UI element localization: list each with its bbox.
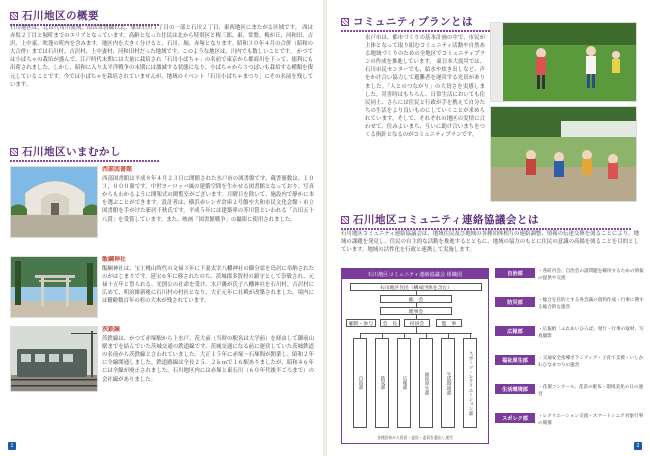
dept-description: ・広報紙「ふれあいひろば」発行・行事の取材、写真撮影: [538, 327, 644, 339]
dept-entry: [495, 326, 645, 354]
heading-rule: [10, 160, 160, 162]
event-photo-bottom: [490, 106, 637, 202]
railway-illustration: [11, 327, 98, 392]
council-text: 石川地区コミュニティ連絡協議会は、地域住民及び地域の各種団体相互の連絡調整、情報の伝達交換を図ることにより、地域の課題を発見し、住民の自主的な活動を推進するとともに、地域の協力のもとに住民の意識の高揚を図ることを目的としています。地域の活性化を行政と連携して実施します。: [341, 231, 639, 254]
railway-text: 茨鉄線 茨鉄線は、かつて赤塚駅から上水戸、茨大前（当時の駅名は大学前）を経由して御前山駅までを結んでいた茨城交通の鉄道線です。茨城交通になる前に運営していた茨城鉄道の名前から茨鉄線と言われていました。大正１５年に赤塚～石塚間が開業し、昭和２年に全線開通しました。鉄道路線は全長２５．２ｋｍで１６駅ありましたが、昭和４６年には全線が廃止されました。石川地区内には赤塚と東石川（６０年代後半ごろまで）の会社線がありました。: [102, 326, 314, 383]
dept-name: 自治部: [495, 268, 535, 278]
railway-subtitle: 茨鉄線: [102, 326, 121, 333]
page-number-right: 2: [634, 442, 642, 450]
dept-name: 生活環境部: [495, 384, 535, 394]
overview-text: 石川地区は、北は代用川流域、南は常磐線以北、東は石川１丁目の一部と石川２丁目、東西地区にまたがる区域です。 西は赤坂２丁目と堀町までのエリアとなっています。高齢となった住民は北から特別区と梅三郎、東、常盤、梅が丘、河和田、吉沢、上中東、吹蓬の町内を含みます。地区内を大きく分けると、石川、堀、赤塚となります。昭和３０年４月の合併（昭和の大合併）までは石川村、吉沢村、上中妻村、河和田村だった地域です。このような地区は、川内でも数しいことです。 かつては小ばちゃの栽培が盛んで、江戸時代末期には大量に栽培され「石川小ばちゃ」の名前で東京から都商川を下って、徳利にも出荷されました。しかし、昭和に入り太平洋戦争の末期には激減する状態になり、小ばちゃから３つばいも栽培する種類を復元していることです。今では小ばちゃを栽培されていませんが、地域のイベント「石川小ばちゃまつり」にその名前を残しています。: [10, 25, 313, 88]
dept-description: ・花壇コンクール、花苗の配布・環境美化の日の運営: [538, 385, 644, 397]
library-photo: [10, 166, 98, 238]
dept-entry: [495, 268, 645, 296]
section-title-then-now: 石川地区いまむかし: [10, 144, 160, 159]
org-chart: [341, 268, 489, 444]
dept-description: ・交通安全指導ボランティア・子育て支援・いしかわひなまつりの運営: [538, 356, 644, 368]
page-number-left: 1: [8, 442, 16, 450]
org-board: 理事会: [380, 307, 452, 315]
org-dept-pr: 広報部: [397, 338, 411, 428]
org-dept-disaster: 防災部: [375, 338, 389, 428]
heading-marker-icon: [341, 18, 349, 26]
dept-entry: [495, 413, 645, 441]
dept-entry: [495, 355, 645, 383]
community-plan-text: 水戸市は、都市づくりの基本計画の中で、市民が主体となって取り組むコミュニティ活動や自然ある地域づくりのための全地区でコミュニティプランの作成を推進しています。 東日本大震災では、石川市民センターでも、給水や炊き出しなど、声をかけ合い協力して避難者を運営する光景がありました。「人とのつながり」の大切さを実感しました。災害時はもちろん、日常生活においても住民同士、さらには住民と行政が手を携えて自分たちの生活をより良いものにしていくことが求められています。そして、それぞれの地区の実情に合わせて、住みよいまち、互いに助け合いまちをつくる指針となるのがコミュニティプランです。: [365, 35, 485, 139]
org-auditors: 監 事: [436, 319, 462, 327]
shrine-illustration: [11, 257, 98, 318]
heading-marker-icon: [10, 148, 18, 156]
org-chart-note: 各種団体から役員・委員・委員を選出し運営: [377, 435, 453, 440]
dept-name: スポレク部: [495, 413, 535, 423]
org-dept-environment: 生活環境部: [441, 338, 455, 428]
shrine-subtitle: 飯綱神社: [102, 256, 127, 263]
section-title-overview: 石川地区の概要: [10, 8, 160, 23]
shrine-text: 飯綱神社 飯綱神社は、宝土桃山時代の文禄３年に下妻太宰八幡神社の御分霊を鳥居に奉納されたのがはじまりです。延宝６年に移されたのち、茨城郡多賀村の鎮守として崇敬され、元禄十五年と祭られる。光圀公の社命を受け、水戸藩が氏子八幡神社を石川村、吉沢村に広めて、明治維新後に石川村の村社となり、大正元年に社殿が改築されました。境内には樹齢数百年の杉の大木が残されています。: [102, 256, 314, 305]
left-page: [0, 0, 323, 456]
org-connector: [360, 333, 472, 334]
dept-name: 広報部: [495, 326, 535, 336]
shrine-photo: [10, 256, 98, 318]
org-dept-sports: スポーツ・レクリエーション部: [463, 338, 477, 428]
org-residents: 石川地区住民（構成団体を含む）: [350, 283, 482, 291]
dept-description: ・各町内会、自治会の諸問題を解決するための情報の提供や交流: [538, 269, 644, 281]
library-illustration: [11, 167, 98, 238]
org-chart-title: 石川地区コミュニティ連絡協議会 組織図: [342, 269, 488, 279]
library-subtitle: 西部図書館: [102, 166, 133, 173]
dept-entry: [495, 384, 645, 412]
heading-marker-icon: [10, 12, 18, 20]
dept-name: 福祉厚生部: [495, 355, 535, 365]
org-general-meeting: 総 会: [380, 295, 452, 303]
org-officers: 役員会: [404, 319, 430, 327]
org-advisors: 顧問・参与: [346, 319, 376, 327]
section-title-council: 石川地区コミュニティ連絡協議会とは: [341, 212, 631, 227]
heading-marker-icon: [341, 216, 349, 224]
org-chair: 会 長: [380, 319, 400, 327]
section-title-community-plan: コミュニティプランとは: [341, 14, 491, 29]
railway-photo: [10, 326, 98, 392]
event-photo-top-illustration: [491, 23, 637, 102]
dept-description: ・総合を目的とする各会議の資料作成・行事に関する総合的な運営: [538, 298, 644, 310]
dept-name: 防災部: [495, 297, 535, 307]
org-dept-welfare: 福祉厚生部: [419, 338, 433, 428]
heading-rule: [341, 30, 491, 32]
library-text: 西部図書館 西部図書館は平成８年４月２３日に開館された水戸市の図書館です。蔵書冊数は、１０３，０００冊です。中世ヨーロッパ風の建築空間を生かせる図書館となっており、写真からもわかるように開架式の閲覧室がございます。月曜日を除いて、施設内で静かに本を選ぶことができます。設計者は、横浜赤レンガ倉庫２号館や大和市民文化会館・市立図書館を手がけた新居千秋氏です。平成５年には建築界の芥川賞といわれる「吉田五十八賞」を受賞しています。また、映画「図書館戦争」の撮影に使用されました。: [102, 166, 314, 223]
org-dept-autonomy: 自治部: [353, 338, 367, 428]
event-photo-top: [490, 22, 637, 102]
dept-entry: [495, 297, 645, 325]
event-photo-bottom-illustration: [491, 107, 637, 202]
dept-description: ・レクリエーション交流・スマートシニア対象行事の開催: [538, 414, 644, 426]
